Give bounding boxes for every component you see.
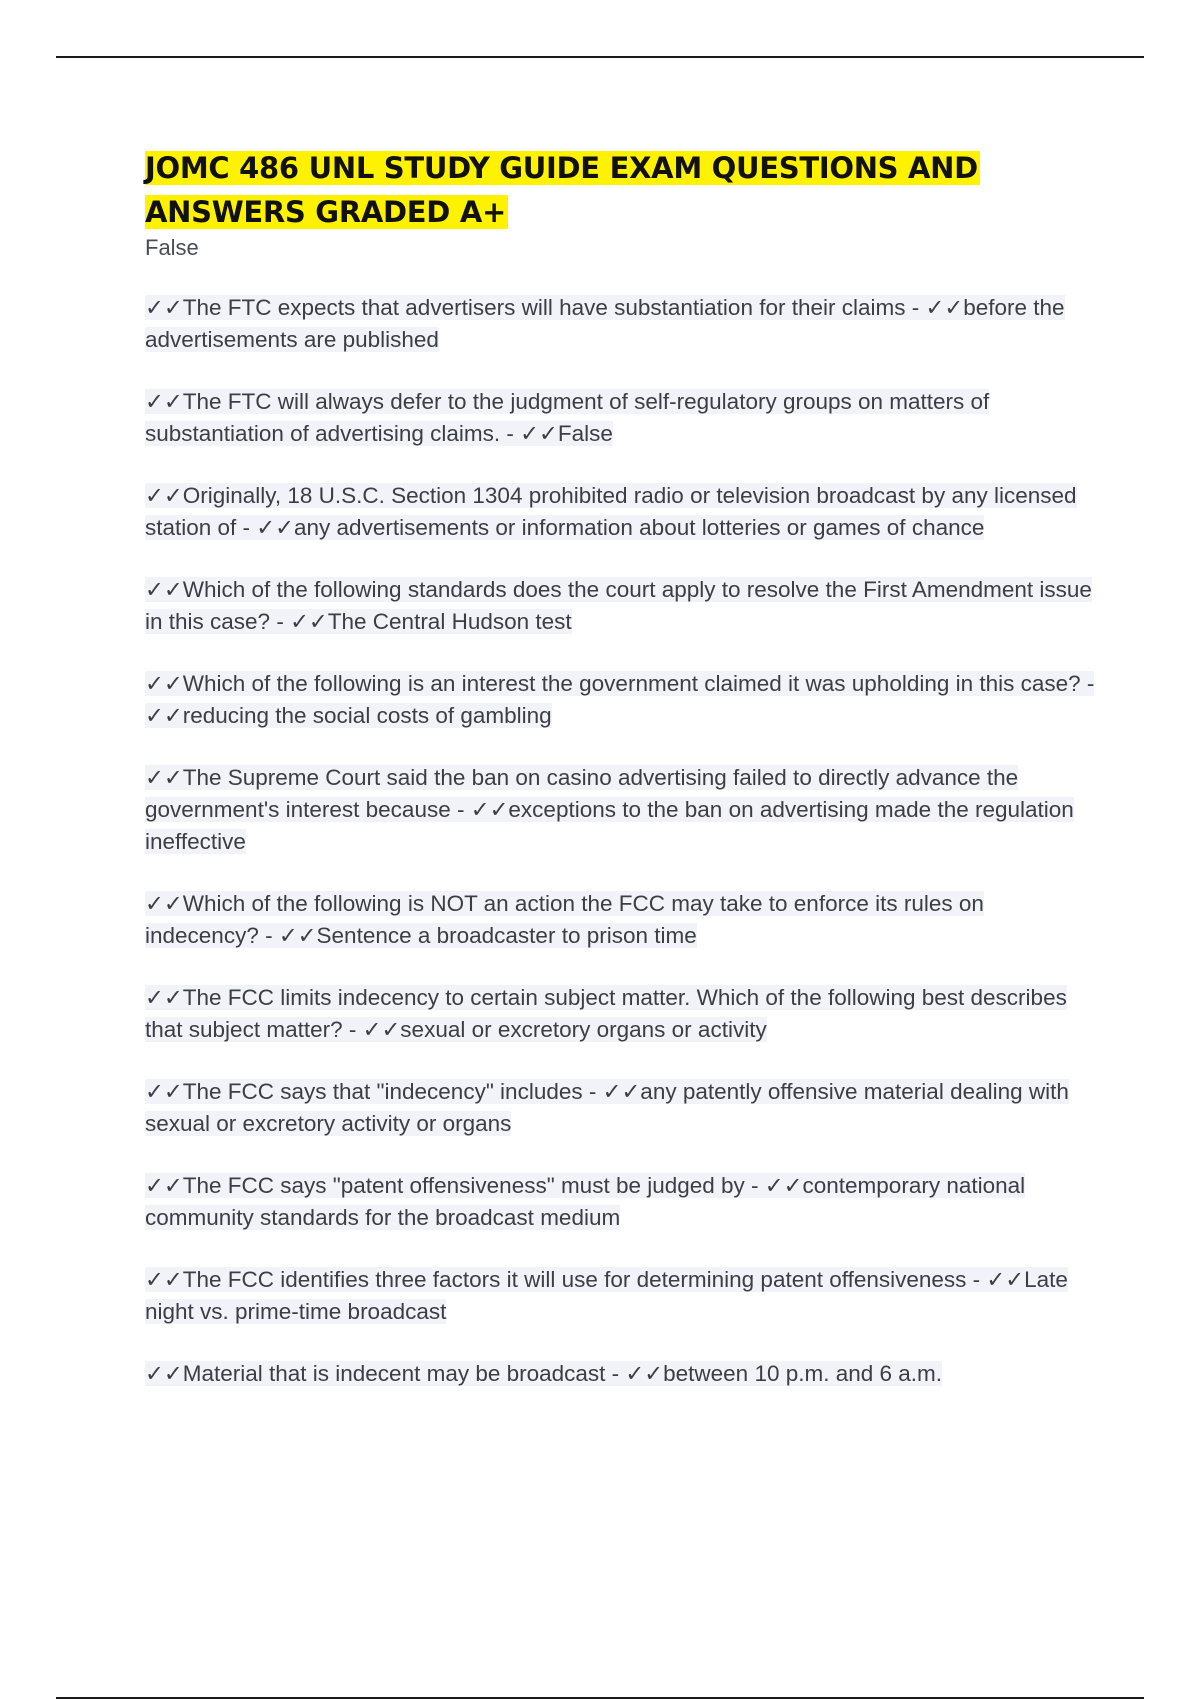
- qa-item-1: ✓✓The FTC expects that advertisers will have substantiation for their claims - ✓✓before the advertisements are published: [145, 295, 1065, 352]
- qa-item-6: ✓✓The Supreme Court said the ban on casino advertising failed to directly advance the government's interest because - ✓✓exceptions to the ban on advertising made the regulation ineffective: [145, 765, 1074, 854]
- qa-item-5: ✓✓Which of the following is an interest the government claimed it was upholding in this case? - ✓✓reducing the social costs of gambling: [145, 671, 1095, 728]
- qa-item-12: ✓✓Material that is indecent may be broadcast - ✓✓between 10 p.m. and 6 a.m.: [145, 1361, 943, 1386]
- qa-item-10: ✓✓The FCC says "patent offensiveness" must be judged by - ✓✓contemporary national community standards for the broadcast medium: [145, 1173, 1026, 1230]
- qa-item-3: ✓✓Originally, 18 U.S.C. Section 1304 prohibited radio or television broadcast by any licensed station of - ✓✓any advertisements or information about lotteries or games of chance: [145, 483, 1077, 540]
- document-title: JOMC 486 UNL STUDY GUIDE EXAM QUESTIONS AND ANSWERS GRADED A+: [145, 151, 978, 229]
- qa-item-4: ✓✓Which of the following standards does the court apply to resolve the First Amendment issue in this case? - ✓✓The Central Hudson test: [145, 577, 1092, 634]
- top-rule: [56, 56, 1144, 58]
- qa-item-7: ✓✓Which of the following is NOT an action the FCC may take to enforce its rules on indecency? - ✓✓Sentence a broadcaster to prison time: [145, 891, 984, 948]
- qa-item-2: ✓✓The FTC will always defer to the judgment of self-regulatory groups on matters of substantiation of advertising claims. - ✓✓False: [145, 389, 990, 446]
- qa-item-11: ✓✓The FCC identifies three factors it will use for determining patent offensiveness - ✓✓Late night vs. prime-time broadcast: [145, 1267, 1068, 1324]
- bottom-rule: [56, 1697, 1144, 1699]
- document-body: [145, 146, 1095, 1390]
- lead-answer: False: [145, 235, 199, 260]
- qa-item-9: ✓✓The FCC says that "indecency" includes - ✓✓any patently offensive material dealing with sexual or excretory activity or organs: [145, 1079, 1069, 1136]
- qa-item-8: ✓✓The FCC limits indecency to certain subject matter. Which of the following best describes that subject matter? - ✓✓sexual or excretory organs or activity: [145, 985, 1067, 1042]
